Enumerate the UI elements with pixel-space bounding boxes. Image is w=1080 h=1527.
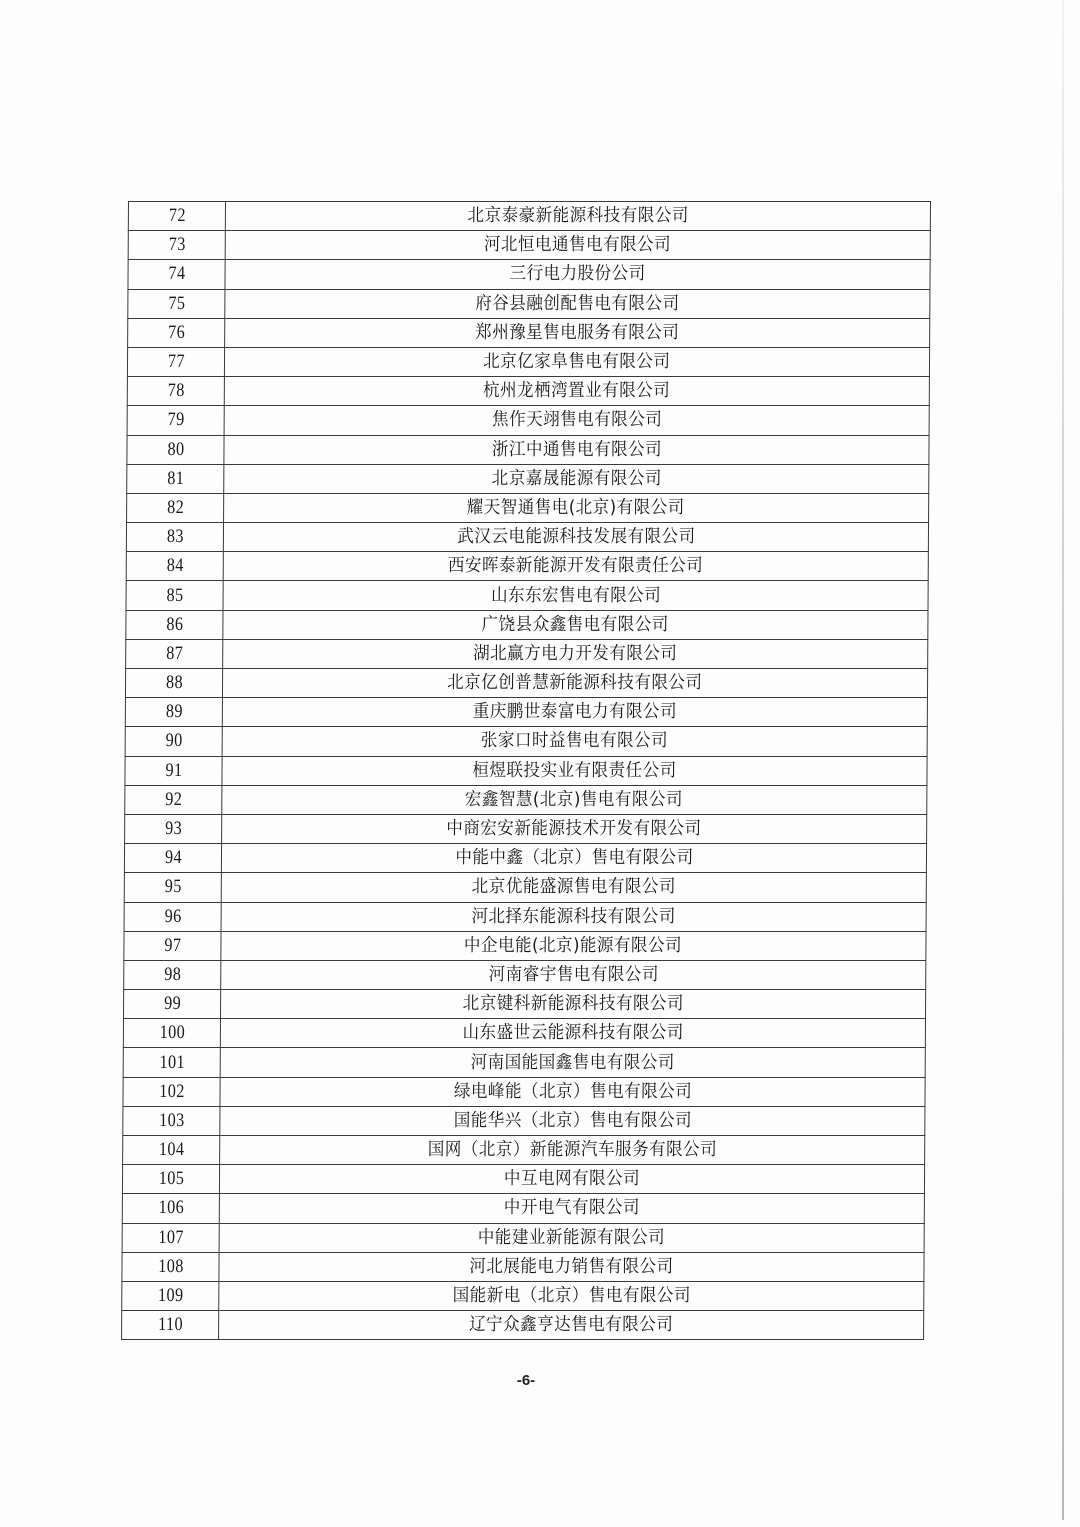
company-name-cell <box>221 990 926 1019</box>
row-number: 77 <box>135 347 218 376</box>
table-row <box>124 873 926 902</box>
company-name: 山东盛世云能源科技有限公司 <box>462 1022 684 1044</box>
table-row <box>122 1194 924 1223</box>
row-number: 99 <box>131 990 214 1019</box>
table-row <box>122 1281 924 1310</box>
company-name: 西安晖泰新能源开发有限责任公司 <box>448 555 704 577</box>
company-name-cell <box>222 727 927 756</box>
row-number: 107 <box>129 1223 212 1252</box>
company-name-cell <box>224 377 929 406</box>
company-name-cell <box>222 756 927 785</box>
table-row <box>122 1165 924 1194</box>
company-name: 中能中鑫（北京）售电有限公司 <box>454 847 694 869</box>
row-number: 79 <box>134 406 217 435</box>
company-name-cell <box>225 260 930 289</box>
row-number: 105 <box>130 1165 213 1194</box>
company-name-cell <box>220 1106 925 1135</box>
company-name: 湖北赢方电力开发有限公司 <box>473 642 678 664</box>
company-name: 中企电能(北京)能源有限公司 <box>464 934 683 956</box>
company-name-cell <box>224 406 929 435</box>
table-row <box>122 1223 924 1252</box>
company-name-cell <box>223 523 928 552</box>
company-name: 绿电峰能（北京）售电有限公司 <box>453 1080 692 1102</box>
company-name-cell <box>222 698 927 727</box>
table-row <box>128 289 930 318</box>
company-name: 北京亿创普慧新能源科技有限公司 <box>447 672 703 694</box>
table-row <box>128 318 930 347</box>
table-row <box>122 1252 924 1281</box>
row-number: 88 <box>133 669 216 698</box>
table-row <box>127 406 929 435</box>
table-row <box>127 493 929 522</box>
table-row <box>126 610 928 639</box>
company-list-table-wrapper <box>121 201 931 1340</box>
row-number: 90 <box>132 727 215 756</box>
company-name: 杭州龙栖湾置业有限公司 <box>483 380 671 402</box>
row-number: 86 <box>133 610 216 639</box>
company-name: 北京优能盛源售电有限公司 <box>471 876 676 898</box>
row-number: 78 <box>135 377 218 406</box>
company-name-cell <box>219 1311 924 1340</box>
row-number: 89 <box>133 698 216 727</box>
company-name: 河南睿宇售电有限公司 <box>488 963 659 985</box>
row-number: 108 <box>129 1252 212 1281</box>
row-number: 109 <box>129 1281 212 1310</box>
row-number: 73 <box>135 231 218 260</box>
company-name: 国能新电（北京）售电有限公司 <box>452 1285 691 1307</box>
company-name-cell <box>221 902 926 931</box>
table-row <box>124 902 926 931</box>
table-row <box>125 727 927 756</box>
row-number: 100 <box>131 1019 214 1048</box>
row-number: 103 <box>130 1106 213 1135</box>
table-row <box>127 377 929 406</box>
company-name-cell <box>223 610 928 639</box>
company-name-cell <box>225 289 930 318</box>
company-name: 中能建业新能源有限公司 <box>477 1226 666 1248</box>
company-name: 北京亿家阜售电有限公司 <box>483 351 671 373</box>
row-number: 80 <box>134 435 217 464</box>
company-name-cell <box>224 435 929 464</box>
company-name: 中互电网有限公司 <box>503 1168 641 1190</box>
company-name-cell <box>225 231 930 260</box>
row-number: 110 <box>129 1311 212 1340</box>
company-name-cell <box>222 814 927 843</box>
company-name-cell <box>222 785 927 814</box>
company-name-cell <box>225 202 930 231</box>
company-name: 北京嘉晟能源有限公司 <box>491 467 662 489</box>
row-number: 83 <box>134 523 217 552</box>
company-name-cell <box>220 1019 925 1048</box>
company-name: 山东东宏售电有限公司 <box>490 584 661 606</box>
row-number: 85 <box>133 581 216 610</box>
company-name-cell <box>220 1077 925 1106</box>
table-row <box>127 464 929 493</box>
row-number: 74 <box>135 260 218 289</box>
company-name-cell <box>221 931 926 960</box>
company-name: 府谷县融创配售电有限公司 <box>475 292 680 314</box>
company-name: 武汉云电能源科技发展有限公司 <box>456 526 696 548</box>
company-name-cell <box>221 844 926 873</box>
row-number: 75 <box>135 289 218 318</box>
row-number: 104 <box>130 1136 213 1165</box>
company-name: 焦作天翊售电有限公司 <box>491 409 662 431</box>
row-number: 84 <box>133 552 216 581</box>
company-name: 国网（北京）新能源汽车服务有限公司 <box>427 1139 717 1161</box>
table-row <box>128 202 930 231</box>
table-row <box>124 931 926 960</box>
company-name-cell <box>223 639 928 668</box>
table-row <box>125 785 927 814</box>
row-number: 98 <box>131 960 214 989</box>
table-row <box>128 231 930 260</box>
table-row <box>125 814 927 843</box>
company-name: 张家口时益售电有限公司 <box>481 730 669 752</box>
company-name: 北京键科新能源科技有限公司 <box>462 993 684 1015</box>
company-name: 河南国能国鑫售电有限公司 <box>470 1051 675 1073</box>
company-name: 耀天智通售电(北京)有限公司 <box>467 496 686 518</box>
company-list-table <box>121 201 931 1340</box>
table-row <box>124 960 926 989</box>
company-list-body <box>122 202 931 1340</box>
company-name-cell <box>223 552 928 581</box>
row-number: 93 <box>132 814 215 843</box>
company-name: 中商宏安新能源技术开发有限公司 <box>446 818 702 840</box>
table-row <box>124 844 926 873</box>
company-name-cell <box>224 464 929 493</box>
company-name: 河北择东能源科技有限公司 <box>471 905 676 927</box>
company-name-cell <box>223 581 928 610</box>
table-row <box>126 523 928 552</box>
row-number: 87 <box>133 639 216 668</box>
company-name-cell <box>219 1194 924 1223</box>
row-number: 97 <box>131 931 214 960</box>
company-name-cell <box>225 318 930 347</box>
row-number: 81 <box>134 464 217 493</box>
table-row <box>123 1136 925 1165</box>
company-name: 国能华兴（北京）售电有限公司 <box>453 1109 692 1131</box>
company-name-cell <box>220 1136 925 1165</box>
table-row <box>128 260 930 289</box>
table-row <box>123 1106 925 1135</box>
company-name: 桓煜联投实业有限责任公司 <box>472 759 677 781</box>
row-number: 106 <box>130 1194 213 1223</box>
page-number: -6- <box>516 1372 536 1389</box>
table-row <box>126 552 928 581</box>
company-name-cell <box>219 1165 924 1194</box>
row-number: 101 <box>130 1048 213 1077</box>
table-row <box>122 1311 924 1340</box>
company-name: 郑州豫星售电服务有限公司 <box>475 321 680 343</box>
company-name: 河北恒电通售电有限公司 <box>484 234 672 256</box>
row-number: 82 <box>134 493 217 522</box>
company-name-cell <box>219 1252 924 1281</box>
table-row <box>125 698 927 727</box>
company-name-cell <box>220 1048 925 1077</box>
table-row <box>126 639 928 668</box>
company-name: 广饶县众鑫售电有限公司 <box>481 613 670 635</box>
company-name: 浙江中通售电有限公司 <box>491 438 662 460</box>
table-row <box>125 669 927 698</box>
table-row <box>123 1048 925 1077</box>
table-row <box>127 435 929 464</box>
company-name: 宏鑫智慧(北京)售电有限公司 <box>465 788 684 810</box>
company-name: 北京泰豪新能源科技有限公司 <box>467 205 689 227</box>
company-name: 中开电气有限公司 <box>503 1197 640 1219</box>
row-number: 92 <box>132 785 215 814</box>
company-name-cell <box>219 1223 924 1252</box>
row-number: 94 <box>132 844 215 873</box>
company-name: 重庆鹏世泰富电力有限公司 <box>472 701 678 723</box>
company-name-cell <box>221 873 926 902</box>
company-name-cell <box>219 1281 924 1310</box>
row-number: 76 <box>135 318 218 347</box>
table-row <box>123 1077 925 1106</box>
scan-edge-line <box>1062 0 1064 1520</box>
table-row <box>124 990 926 1019</box>
row-number: 102 <box>130 1077 213 1106</box>
table-row <box>125 756 927 785</box>
company-name: 辽宁众鑫亨达售电有限公司 <box>468 1314 674 1336</box>
row-number: 72 <box>136 202 219 231</box>
table-row <box>127 347 929 376</box>
company-name-cell <box>222 669 927 698</box>
table-row <box>126 581 928 610</box>
row-number: 91 <box>132 756 215 785</box>
row-number: 95 <box>131 873 214 902</box>
table-row <box>123 1019 925 1048</box>
company-name-cell <box>224 347 929 376</box>
company-name-cell <box>221 960 926 989</box>
company-name: 河北展能电力销售有限公司 <box>469 1255 674 1277</box>
row-number: 96 <box>131 902 214 931</box>
company-name: 三行电力股份公司 <box>509 263 646 285</box>
company-name-cell <box>224 493 929 522</box>
